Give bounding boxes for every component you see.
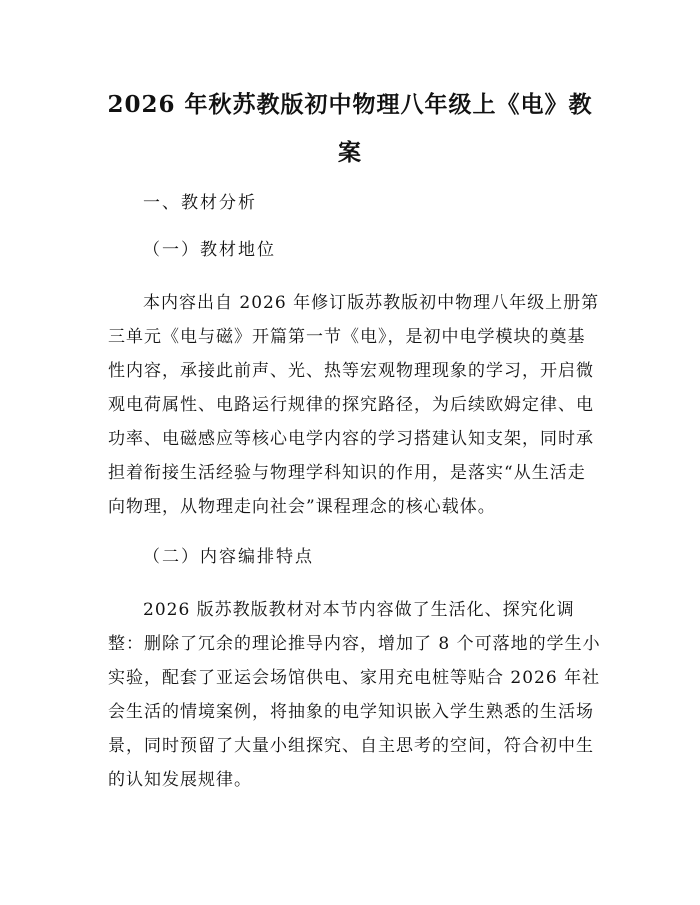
paragraph-content-features bbox=[108, 593, 601, 797]
subsection-heading-1: （一）教材地位 bbox=[143, 240, 276, 260]
paragraph-textbook-position bbox=[108, 286, 598, 524]
paragraph-line: 本内容出自 2026 年修订版苏教版初中物理八年级上册第 bbox=[143, 293, 600, 313]
paragraph-line: 实验，配套了亚运会场馆供电、家用充电桩等贴合 2026 年社 bbox=[108, 668, 601, 688]
paragraph-line: 整：删除了冗余的理论推导内容，增加了 8 个可落地的学生小 bbox=[108, 634, 601, 654]
paragraph-line: 向物理，从物理走向社会”课程理念的核心载体。 bbox=[108, 497, 496, 517]
paragraph-line: 的认知发展规律。 bbox=[108, 770, 252, 790]
subsection-heading-2: （二）内容编排特点 bbox=[143, 547, 314, 567]
paragraph-line: 观电荷属性、电路运行规律的探究路径，为后续欧姆定律、电 bbox=[108, 395, 594, 415]
paragraph-line: 会生活的情境案例，将抽象的电学知识嵌入学生熟悉的生活场 bbox=[108, 702, 594, 722]
paragraph-line: 担着衔接生活经验与物理学科知识的作用，是落实“从生活走 bbox=[108, 463, 586, 483]
paragraph-line: 功率、电磁感应等核心电学内容的学习搭建认知支架，同时承 bbox=[108, 429, 594, 449]
paragraph-line: 景，同时预留了大量小组探究、自主思考的空间，符合初中生 bbox=[108, 736, 594, 756]
section-heading: 一、教材分析 bbox=[143, 193, 257, 213]
paragraph-line: 三单元《电与磁》开篇第一节《电》，是初中电学模块的奠基 bbox=[108, 327, 586, 347]
paragraph-line: 性内容，承接此前声、光、热等宏观物理现象的学习，开启微 bbox=[108, 361, 594, 381]
document-title-line-2: 案 bbox=[338, 139, 362, 166]
document-title-line-1: 2026 年秋苏教版初中物理八年级上《电》教 bbox=[107, 91, 593, 118]
paragraph-line: 2026 版苏教版教材对本节内容做了生活化、探究化调 bbox=[143, 600, 575, 620]
